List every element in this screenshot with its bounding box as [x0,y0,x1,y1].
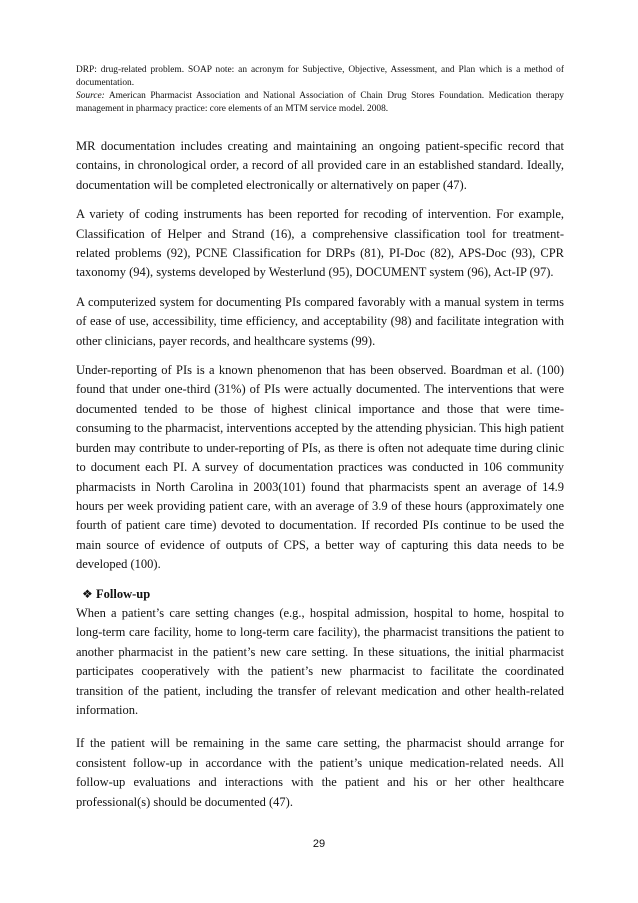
paragraph-care-transition: When a patient’s care setting changes (e.g., hospital admission, hospital to home, hospital to long-term care facility, home to long-term care facility), the pharmacist transitions the patient to another pharmacist in the patient’s new care setting. In these situations, the initial pharmacist participates cooperatively with the patient’s new pharmacist to facilitate the coordinated transition of the patient, including the transfer of relevant medication and other health-related information. [76,605,564,717]
source-text: American Pharmacist Association and National Association of Chain Drug Stores Foundation. Medication therapy management in pharmacy practice: core elements of an MTM service model. 2008. [76,91,564,114]
source-label: Source: [76,91,105,101]
paragraph-mr-documentation: MR documentation includes creating and maintaining an ongoing patient-specific record that contains, in chronological order, a record of all provided care in an established standard. Ideally, documentation will be completed electronically or alternatively on paper (47). [76,139,564,192]
page-number: 29 [312,838,326,850]
paragraph-same-care-setting: If the patient will be remaining in the same care setting, the pharmacist should arrange for consistent follow-up in accordance with the patient’s unique medication-related needs. All follow-up evaluations and interactions with the patient and his or her other healthcare professional(s) should be documented (47). [76,736,564,809]
table-footnote-source [76,90,564,116]
section-heading-follow-up [76,585,564,604]
diamond-bullet-icon: ❖ [82,586,93,601]
document-page [76,64,564,822]
section-heading-label: Follow-up [96,586,151,601]
paragraph-computerized-system: A computerized system for documenting PIs compared favorably with a manual system in terms of ease of use, accessibility, time efficiency, and acceptability (98) and facilitate integration with other clinicians, payer records, and healthcare systems (99). [76,294,564,348]
paragraph-under-reporting: Under-reporting of PIs is a known phenomenon that has been observed. Boardman et al. (100) found that under one-third (31%) of PIs were actually documented. The interventions that were documented tended to be those of highest clinical importance and those that were time-consuming to the pharmacist, interventions accepted by the attending physician. This high patient burden may contribute to under-reporting of PIs, as there is often not adequate time during clinic to document each PI. A survey of documentation practices was conducted in 106 community pharmacists in North Carolina in 2003(101) found that pharmacists spent an average of 14.9 hours per week providing patient care, with an average of 3.9 of these hours (approximately one fourth of patient care time) devoted to documentation. If recorded PIs continue to be used the main source of evidence of outputs of CPS, a better way of capturing this data needs to be developed (100). [76,363,564,572]
paragraph-coding-instruments: A variety of coding instruments has been reported for recoding of intervention. For example, Classification of Helper and Strand (16), a comprehensive classification tool for treatment-related problems (92), PCNE Classification for DRPs (81), PI-Doc (82), APS-Doc (93), CPR taxonomy (94), systems developed by Westerlund (95), DOCUMENT system (96), Act-IP (97). [76,207,564,280]
table-footnote-abbreviations: DRP: drug-related problem. SOAP note: an acronym for Subjective, Objective, Assessment, and Plan which is a method of documentation. [76,65,564,88]
